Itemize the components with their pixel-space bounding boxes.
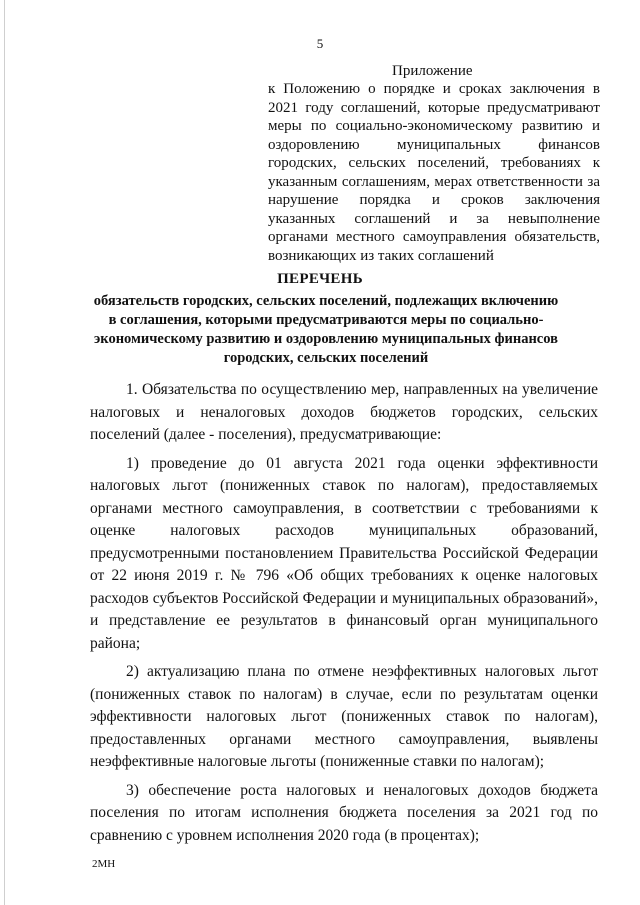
list-heading: ПЕРЕЧЕНЬ bbox=[277, 271, 363, 287]
paragraph: 2) актуализацию плана по отмене неэффективных налоговых льгот (пониженных ставок по налогам) в случае, если по результатам оценки эффективности налоговых льгот (пониженных ставок по налогам), предоставленных органами местного самоуправления, выявлены неэффективные налоговые льготы (пониженные ставки по налогам); bbox=[90, 663, 598, 770]
appendix-reference: к Положению о порядке и сроках заключения в 2021 году соглашений, которые предусматривают меры по социально-экономическому развитию и оздоровлению муниципальных финансов городских, сельских поселений, требованиях к указанным соглашениям, мерах ответственности за нарушение порядка и сроков заключения указанных соглашений и за невыполнение органами местного самоуправления обязательств, возникающих из таких соглашений bbox=[268, 81, 600, 264]
list-subheading: обязательств городских, сельских поселений, подлежащих включению в соглашения, которыми предусматриваются меры по социально-экономическому развитию и оздоровлению муниципальных финансов городских, сельских поселений bbox=[93, 293, 559, 366]
paragraph: 1. Обязательства по осуществлению мер, направленных на увеличение налоговых и неналоговых доходов бюджетов городских, сельских поселений (далее - поселения), предусматривающие: bbox=[90, 381, 598, 443]
page-number: 5 bbox=[316, 36, 324, 51]
footer-code: 2МН bbox=[92, 858, 116, 870]
appendix-title: Приложение bbox=[392, 63, 473, 79]
main-text bbox=[90, 379, 598, 853]
paragraph: 3) обеспечение роста налоговых и неналоговых доходов бюджета поселения по итогам исполнения бюджета поселения за 2021 год по сравнению с уровнем исполнения 2020 года (в процентах); bbox=[90, 781, 598, 844]
page-edge-line bbox=[4, 0, 5, 905]
paragraph: 1) проведение до 01 августа 2021 года оценки эффективности налоговых льгот (пониженных ставок по налогам), предоставляемых органами местного самоуправления, в соответствии с требованиями к оценке налоговых расходов муниципальных образований, предусмотренными постановлением Правительства Российской Федерации от 22 июня 2019 г. № 796 «Об общих требованиях к оценке налоговых расходов субъектов Российской Федерации и муниципальных образований», и представление ее результатов в финансовый орган муниципального района; bbox=[90, 454, 598, 652]
